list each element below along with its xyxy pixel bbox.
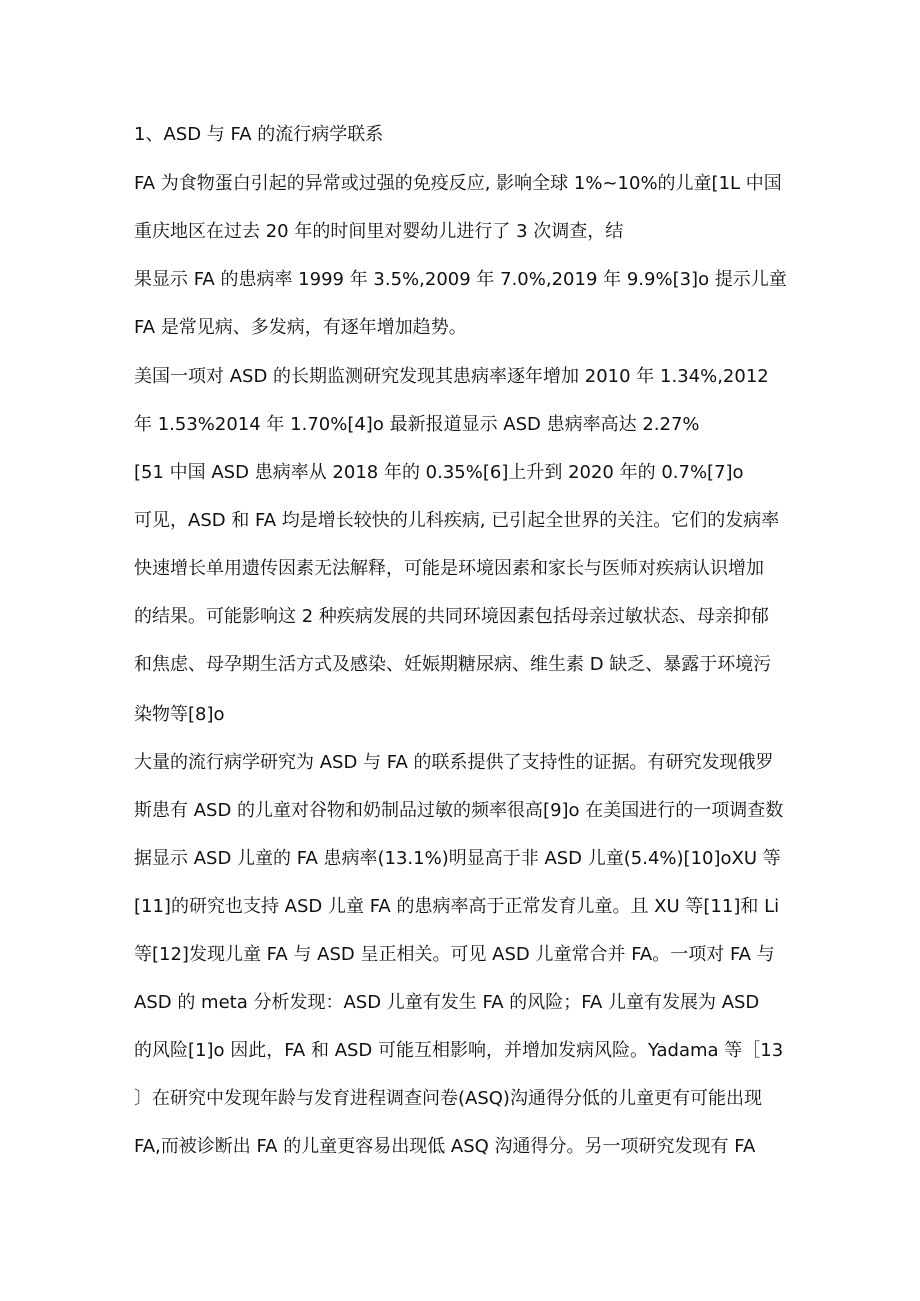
text-line: 果显示 FA 的患病率 1999 年 3.5%,2009 年 7.0%,2019 年 9.9%[3]o 提示儿童 (134, 269, 787, 290)
text-line: 重庆地区在过去 20 年的时间里对婴幼儿进行了 3 次调查，结 (134, 221, 624, 242)
text-line: 可见，ASD 和 FA 均是增长较快的儿科疾病, 已引起全世界的关注。它们的发病率 (134, 510, 780, 531)
text-line: 美国一项对 ASD 的长期监测研究发现其患病率逐年增加 2010 年 1.34%,2012 (134, 366, 769, 387)
text-line: 大量的流行病学研究为 ASD 与 FA 的联系提供了支持性的证据。有研究发现俄罗 (134, 752, 774, 773)
text-line: 等[12]发现儿童 FA 与 ASD 呈正相关。可见 ASD 儿童常合并 FA。一项对 FA 与 (134, 944, 775, 965)
text-line: 和焦虑、母孕期生活方式及感染、妊娠期糖尿病、维生素 D 缺乏、暴露于环境污 (134, 654, 772, 675)
text-line: FA 为食物蛋白引起的异常或过强的免疫反应, 影响全球 1%~10%的儿童[1L 中国 (134, 173, 782, 194)
text-line: 染物等[8]o (134, 704, 225, 725)
text-line: 年 1.53%2014 年 1.70%[4]o 最新报道显示 ASD 患病率高达 2.27% (134, 414, 700, 435)
text-line: 的结果。可能影响这 2 种疾病发展的共同环境因素包括母亲过敏状态、母亲抑郁 (134, 606, 769, 627)
text-line: 据显示 ASD 儿童的 FA 患病率(13.1%)明显高于非 ASD 儿童(5.4%)[10]oXU 等 (134, 848, 781, 869)
text-line: [11]的研究也支持 ASD 儿童 FA 的患病率高于正常发育儿童。且 XU 等[11]和 Li (134, 896, 780, 917)
text-line: 〕在研究中发现年龄与发育进程调查问卷(ASQ)沟通得分低的儿童更有可能出现 (134, 1088, 762, 1109)
text-line: 的风险[1]o 因此，FA 和 ASD 可能互相影响，并增加发病风险。Yadama 等［13 (134, 1040, 784, 1061)
text-line: FA,而被诊断出 FA 的儿童更容易出现低 ASQ 沟通得分。另一项研究发现有 FA (134, 1136, 756, 1157)
section-heading: 1、ASD 与 FA 的流行病学联系 (134, 124, 384, 145)
text-line: 斯患有 ASD 的儿童对谷物和奶制品过敏的频率很高[9]o 在美国进行的一项调查数 (134, 800, 784, 821)
text-line: ASD 的 meta 分析发现：ASD 儿童有发生 FA 的风险；FA 儿童有发展为 ASD (134, 992, 760, 1013)
text-line: [51 中国 ASD 患病率从 2018 年的 0.35%[6]上升到 2020 年的 0.7%[7]o (134, 462, 744, 483)
text-line: FA 是常见病、多发病，有逐年增加趋势。 (134, 317, 467, 338)
text-line: 快速增长单用遗传因素无法解释，可能是环境因素和家长与医师对疾病认识增加 (134, 558, 764, 579)
